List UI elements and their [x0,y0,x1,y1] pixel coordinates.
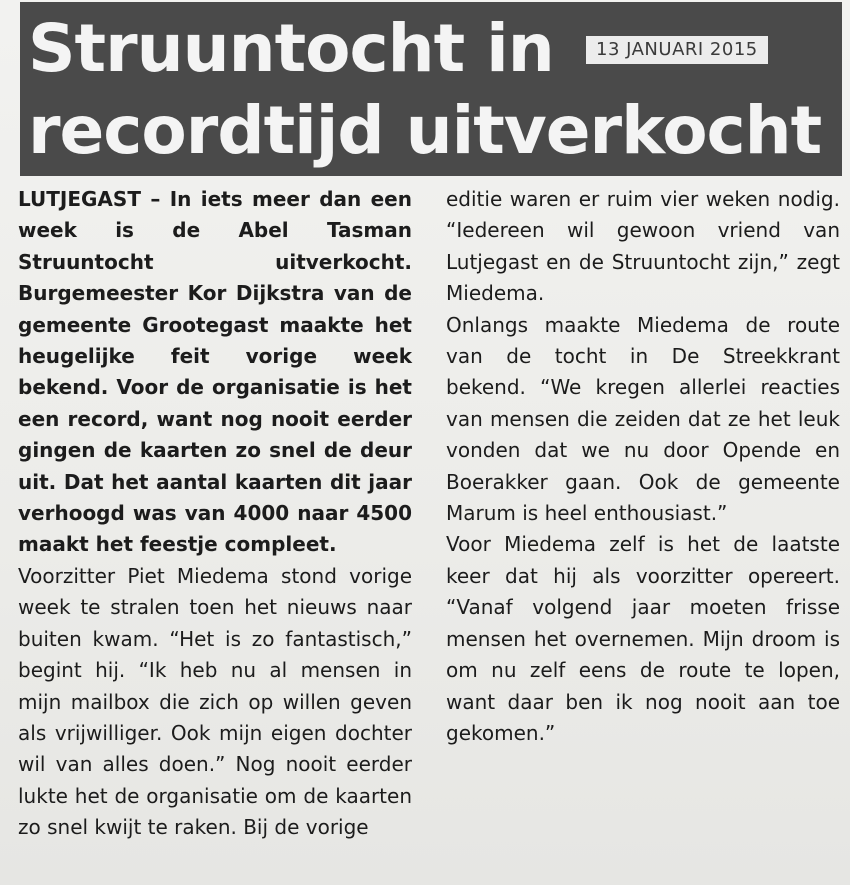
date-badge: 13 JANUARI 2015 [586,36,768,64]
article-lead: LUTJEGAST – In iets meer dan een week is de Abel Tasman Struuntocht uitverkocht. Burgemeester Kor Dijkstra van de gemeente Grootegast maakte het heugelijke feit vorige week bekend. Voor de organisatie is het een record, want nog nooit eerder gingen de kaarten zo snel de deur uit. Dat het aantal kaarten dit jaar verhoogd was van 4000 naar 4500 maakt het feestje compleet. [18,187,412,557]
headline-line-2: recordtijd uitverkocht [28,92,822,169]
article-paragraph-2: Onlangs maakte Miedema de route van de tocht in De Streekkrant bekend. “We kregen allerlei reacties van mensen die zeiden dat ze het leuk vonden dat we nu door Opende en Boerakker gaan. Ook de gemeente Marum is heel enthousiast.” [446,312,840,526]
article-column-right [446,184,840,749]
headline-banner [20,2,842,176]
article-paragraph-1-continued: editie waren er ruim vier weken nodig. “Iedereen wil gewoon vriend van Lutjegast en de Struuntocht zijn,” zegt Miedema. [446,187,840,306]
article-column-left [18,184,412,844]
headline [28,8,821,172]
headline-line-1: Struuntocht in [28,10,554,87]
article-paragraph-1: Voorzitter Piet Miedema stond vorige week te stralen toen het nieuws naar buiten kwam. “Het is zo fantastisch,” begint hij. “Ik heb nu al mensen in mijn mailbox die zich op willen geven als vrijwilliger. Ook mijn eigen dochter wil van alles doen.” Nog nooit eerder lukte het de organisatie om de kaarten zo snel kwijt te raken. Bij de vorige [18,563,412,840]
article-paragraph-3: Voor Miedema zelf is het de laatste keer dat hij als voorzitter opereert. “Vanaf volgend jaar moeten frisse mensen het overnemen. Mijn droom is om nu zelf eens de route te lopen, want daar ben ik nog nooit aan toe gekomen.” [446,532,840,745]
